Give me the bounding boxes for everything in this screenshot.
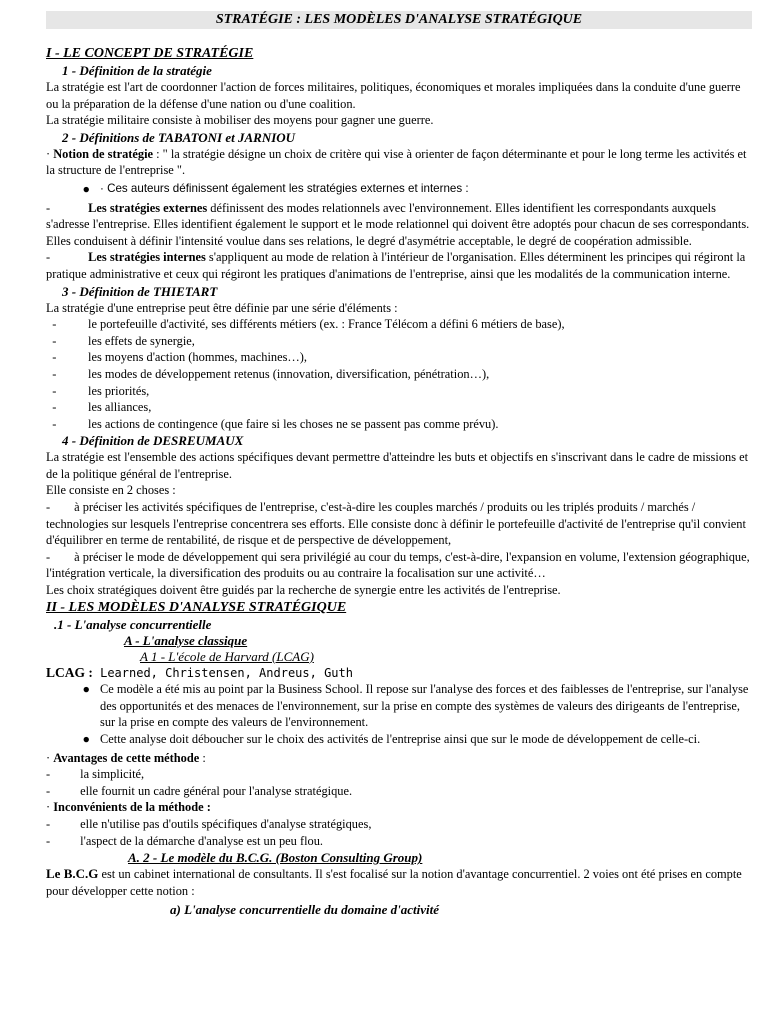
sub-a2-heading: A. 2 - Le modèle du B.C.G. (Boston Consulting Group) [128, 850, 423, 866]
external-strategies-label: Les stratégies externes [88, 200, 208, 215]
list-item: - les effets de synergie, [46, 333, 195, 348]
def-3-heading: 3 - Définition de THIETART [62, 283, 218, 299]
lcag-bullet-2: ● Cette analyse doit déboucher sur le choix des activités de l'entreprise ainsi que sur le mode de développement de celle-ci. [46, 731, 752, 748]
notion-text: : " la stratégie désigne un choix de critère qui vise à orienter de façon déterminante et pour le long terme les activités et la structure de l'entreprise ". [46, 146, 747, 178]
bullet-icon: ● [82, 181, 90, 196]
list-item: - l'aspect de la démarche d'analyse est un peu flou. [46, 833, 324, 848]
list-item: - la simplicité, [46, 767, 145, 782]
bullet-icon: ● [82, 732, 90, 746]
list-item: - elle n'utilise pas d'outils spécifiques d'analyse stratégiques, [46, 816, 372, 831]
def-2-heading: 2 - Définitions de TABATONI et JARNIOU [62, 129, 296, 145]
document-content [46, 45, 752, 918]
section-2-heading: II - LES MODÈLES D'ANALYSE STRATÉGIQUE [46, 599, 347, 615]
lcag-line [46, 665, 752, 682]
def-4-choice-2: - à préciser le mode de développement qui sera privilégié au cour du temps, c'est-à-dire, l'expansion en volume, l'extension géographique, l'intégration verticale, la diversification des produits ou au contraire la focalisation sur une activité… [46, 549, 750, 581]
external-strategies-text: définissent des modes relationnels avec l'environnement. Elles identifient les correspondants auxquels s'adresse l'entreprise. Elles identifient également le support et le mode relationnel qui doivent être adoptés pour chacun de ses correspondants. Elles conduisent à définir l'intensité voulue dans ses relations, le degré d'asymétrie acceptable, le degré de coopération admissible. [46, 200, 750, 248]
list-item: - elle fournit un cadre général pour l'analyse stratégique. [46, 783, 353, 798]
internal-strategies-text: s'appliquent au mode de relation à l'intérieur de l'organisation. Elles déterminent les principes qui régiront la pratique administrative et ceux qui régiront les pratiques d'animations de l'entreprise, ainsi que les modalités de la communication interne. [46, 250, 746, 281]
list-item: - les actions de contingence (que faire si les choses ne se passent pas comme prévu). [46, 416, 499, 431]
document-title: STRATÉGIE : LES MODÈLES D'ANALYSE STRATÉGIQUE [46, 11, 752, 29]
sub-a-heading: A - L'analyse classique [124, 632, 248, 648]
def-4-heading: 4 - Définition de DESREUMAUX [62, 433, 244, 449]
authors-bullet [46, 181, 752, 198]
def-3-intro: La stratégie d'une entreprise peut être définie par une série d'éléments : [46, 300, 398, 315]
list-item: - le portefeuille d'activité, ses différents métiers (ex. : France Télécom a défini 6 métiers de base), [46, 317, 565, 332]
section-1-heading: I - LE CONCEPT DE STRATÉGIE [46, 46, 254, 61]
drawbacks-heading: · Inconvénients de la méthode : [46, 800, 211, 815]
def-4-paragraph-3: Les choix stratégiques doivent être guidés par la recherche de synergie entre les activités de l'entreprise. [46, 583, 561, 598]
def-4-paragraph-2: Elle consiste en 2 choses : [46, 483, 176, 498]
lcag-authors: Learned, Christensen, Andreus, Guth [92, 665, 353, 680]
lcag-label: LCAG : [46, 664, 93, 680]
external-strategies-paragraph: - Les stratégies externes définissent des modes relationnels avec l'environnement. Elles identifient les correspondants auxquels s'adresse l'entreprise. Elles identifient également le support et le mode relationnel qui doivent être adoptés pour chacun de ses correspondants. Elles conduisent à définir l'intensité voulue dans ses relations, le degré d'asymétrie acceptable, le degré de coopération admissible. [46, 200, 750, 248]
thietart-list [46, 316, 752, 432]
lcag-bullet-1: ● Ce modèle a été mis au point par la Business School. Il repose sur l'analyse des forces et des faiblesses de l'entreprise, sur l'analyse des opportunités et des menaces de l'environnement, sur la prise en compte des systèmes de valeurs des dirigeants de l'entreprise, sur la prise en compte des valeurs de l'environnement. [46, 681, 752, 731]
list-item: - les modes de développement retenus (innovation, diversification, pénétration…), [46, 366, 490, 381]
authors-bullet-text: · Ces auteurs définissent également les stratégies externes et internes : [100, 181, 469, 195]
def-1-heading: 1 - Définition de la stratégie [62, 63, 212, 78]
def-1-paragraph-1: La stratégie est l'art de coordonner l'action de forces militaires, politiques, économiques et morales impliquées dans la conduite d'une guerre ou la préparation de la défense d'une nation ou d'une coalition. [46, 80, 741, 111]
list-item: - les moyens d'action (hommes, machines…), [46, 350, 308, 365]
notion-label: Notion de stratégie [53, 146, 154, 161]
internal-strategies-paragraph: - Les stratégies internes s'appliquent au mode de relation à l'intérieur de l'organisation. Elles déterminent les principes qui régiront la pratique administrative et ceux qui régiront les pratiques d'animations de l'entreprise, ainsi que les modalités de la communication interne. [46, 250, 746, 281]
def-4-choice-1: - à préciser les activités spécifiques de l'entreprise, c'est-à-dire les couples marchés / produits ou les triplés produits / marchés / technologies sur lesquels l'entreprise concentrera ses efforts. Elle consiste donc à définir le portefeuille d'activité de l'entreprise qu'il convient d'équilibrer en terme de rentabilité, de risque et de perspective de développement, [46, 500, 746, 548]
bcg-text: est un cabinet international de consultants. Il s'est focalisé sur la notion d'avantage concurrentiel. 2 voies ont été prises en compte pour développer cette notion : [46, 867, 742, 898]
bcg-label: Le B.C.G [46, 866, 99, 882]
notion-paragraph: · Notion de stratégie : " la stratégie désigne un choix de critère qui vise à orienter de façon déterminante et pour le long terme les activités et la structure de l'entreprise ". [46, 146, 747, 178]
sub-a1-heading: A 1 - L'école de Harvard (LCAG) [140, 648, 314, 664]
sub-a-a-heading: a) L'analyse concurrentielle du domaine d'activité [170, 902, 440, 918]
def-4-paragraph-1: La stratégie est l'ensemble des actions spécifiques devant permettre d'atteindre les buts et objectifs en s'inscrivant dans le cadre de missions et de la politique général de l'entreprise. [46, 450, 749, 481]
advantages-heading: · Avantages de cette méthode : [46, 750, 206, 765]
sub-1-heading: .1 - L'analyse concurrentielle [54, 616, 212, 632]
list-item: - les alliances, [46, 400, 152, 415]
bcg-paragraph [46, 866, 752, 899]
def-1-paragraph-2: La stratégie militaire consiste à mobiliser des moyens pour gagner une guerre. [46, 113, 434, 128]
internal-strategies-label: Les stratégies internes [88, 250, 206, 265]
bullet-icon: ● [82, 682, 90, 697]
list-item: - les priorités, [46, 383, 150, 398]
